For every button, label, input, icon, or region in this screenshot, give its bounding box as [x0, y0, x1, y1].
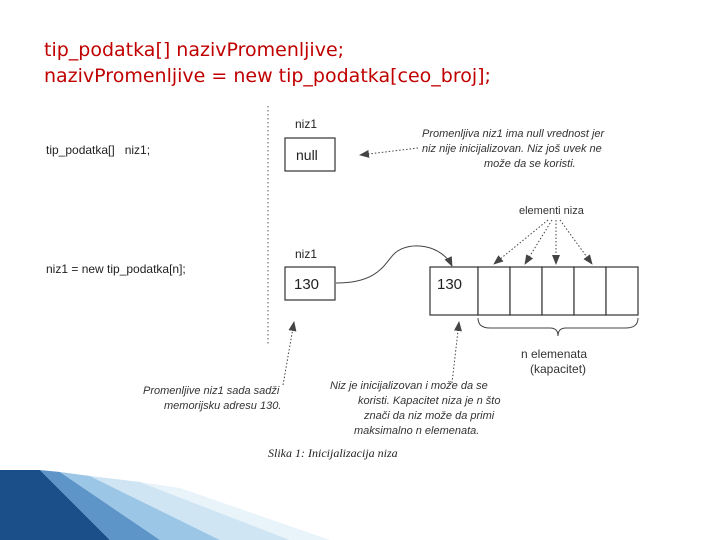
initialization-code: niz1 = new tip_podatka[n]; — [46, 262, 186, 276]
arrow-address-note — [283, 322, 294, 385]
note-null-line: niz nije inicijalizovan. Niz još uvek ne — [422, 143, 602, 155]
declaration-code: tip_podatka[] niz1; — [46, 143, 151, 157]
note-initialized-line: maksimalno n elemenata. — [354, 425, 480, 437]
note-address-line: memorijsku adresu 130. — [164, 400, 282, 412]
arrow-note-null — [360, 148, 418, 155]
note-initialized-line: koristi. Kapacitet niza je n što — [358, 395, 501, 407]
array-element-cell — [510, 267, 542, 315]
note-address-line: Promenljive niz1 sada sadži — [143, 385, 280, 397]
figure-caption: Slika 1: Inicijalizacija niza — [268, 446, 398, 460]
arrow-element — [494, 220, 548, 264]
array-address-value: 130 — [437, 276, 463, 293]
note-initialized-line: znači da niz može da primi — [364, 410, 495, 422]
array-element-cell — [542, 267, 574, 315]
capacity-label — [521, 347, 590, 376]
arrow-initialized-note — [452, 322, 459, 383]
note-initialized — [330, 380, 504, 437]
note-null-line: Promenljiva niz1 ima null vrednost jer — [422, 128, 605, 140]
array-element-cell — [606, 267, 638, 315]
note-null — [422, 128, 607, 170]
title-line-1: tip_podatka[] nazivPromenljive; — [44, 39, 345, 61]
arrow-element — [525, 220, 552, 264]
array-element-cell — [478, 267, 510, 315]
capacity-line: n elemenata — [521, 347, 588, 361]
elements-label: elementi niza — [519, 205, 584, 217]
var-name-bottom: niz1 — [295, 247, 318, 261]
note-initialized-line: Niz je inicijalizovan i može da se — [330, 380, 488, 392]
footer-decoration — [0, 468, 330, 540]
capacity-brace — [478, 318, 638, 336]
var-value-null: null — [296, 147, 318, 163]
arrow-element — [560, 220, 592, 264]
title-line-2: nazivPromenljive = new tip_podatka[ceo_broj]; — [44, 65, 491, 87]
note-address — [143, 385, 282, 412]
capacity-line: (kapacitet) — [530, 362, 587, 376]
note-null-line: može da se koristi. — [484, 158, 576, 170]
array-element-cell — [574, 267, 606, 315]
var-name-top: niz1 — [295, 117, 318, 131]
var-value-address: 130 — [294, 276, 320, 293]
